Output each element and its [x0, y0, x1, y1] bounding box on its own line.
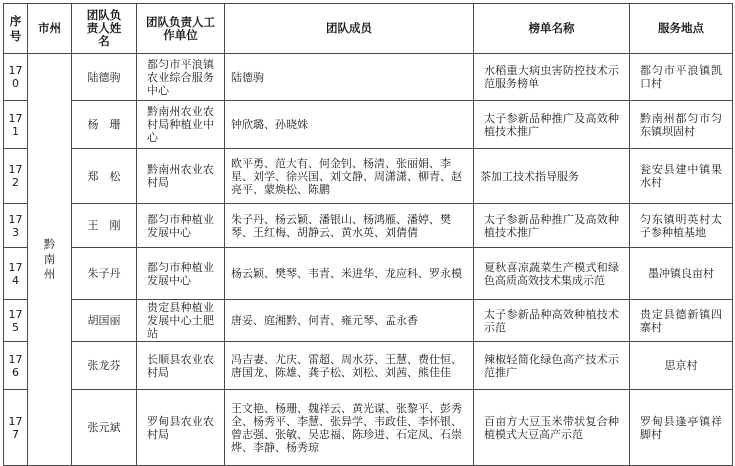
row-leader: 陆德驹 — [72, 54, 137, 101]
header-row — [4, 4, 733, 54]
header-location: 服务地点 — [630, 4, 733, 54]
row-index: 174 — [4, 248, 28, 300]
row-leader: 张龙芬 — [72, 342, 137, 390]
row-unit: 都匀市种植业发展中心 — [137, 204, 225, 248]
row-leader: 张元斌 — [72, 390, 137, 466]
row-location: 墨冲镇良亩村 — [630, 248, 733, 300]
table-row — [4, 248, 733, 300]
row-index: 177 — [4, 390, 28, 466]
row-leader: 胡国丽 — [72, 300, 137, 342]
row-leader: 杨 珊 — [72, 101, 137, 149]
row-index: 171 — [4, 101, 28, 149]
row-members: 欧平勇、范大有、何金钊、杨清、张丽娟、李星、刘学、徐兴国、刘文静、周潇潇、柳青、赵亮平、蒙焕松、陈鹏 — [225, 149, 474, 204]
header-city: 市州 — [28, 4, 72, 54]
table-row — [4, 300, 733, 342]
row-unit: 长顺县农业农村局 — [137, 342, 225, 390]
row-unit: 黔南州农业农村局种植业中心 — [137, 101, 225, 149]
row-location: 思京村 — [630, 342, 733, 390]
row-members: 朱子丹、杨云颖、潘银山、杨鸿雁、潘婷、樊琴、王红梅、胡静云、黄水英、刘倩倩 — [225, 204, 474, 248]
page-wrapper — [3, 3, 733, 466]
row-unit: 罗甸县农业农村局 — [137, 390, 225, 466]
team-table — [3, 3, 733, 466]
row-location: 黔南州都匀市匀东镇坝固村 — [630, 101, 733, 149]
row-list: 辣椒轻简化绿色高产技术示范推广 — [474, 342, 630, 390]
row-index: 172 — [4, 149, 28, 204]
table-row — [4, 342, 733, 390]
city-cell: 黔南州 — [28, 54, 72, 466]
row-leader: 郑 松 — [72, 149, 137, 204]
row-location: 瓮安县建中镇果水村 — [630, 149, 733, 204]
row-list: 茶加工技术指导服务 — [474, 149, 630, 204]
row-members: 唐妥、庭湘黔、何青、雍元琴、孟永香 — [225, 300, 474, 342]
table-row — [4, 204, 733, 248]
header-leader: 团队负责人姓名 — [72, 4, 137, 54]
row-location: 罗甸县逢亭镇祥脚村 — [630, 390, 733, 466]
row-unit: 都匀市平浪镇农业综合服务中心 — [137, 54, 225, 101]
row-members: 冯吉妻、尤庆、雷超、周水芬、王慧、费仕恒、唐国龙、陈雄、龚子松、刘松、刘茜、熊佳佳 — [225, 342, 474, 390]
row-location: 贵定县德新镇四寨村 — [630, 300, 733, 342]
row-index: 175 — [4, 300, 28, 342]
row-unit: 黔南州农业农村局 — [137, 149, 225, 204]
table-row — [4, 54, 733, 101]
header-unit: 团队负责人工作单位 — [137, 4, 225, 54]
row-unit: 都匀市种植业发展中心 — [137, 248, 225, 300]
table-row — [4, 149, 733, 204]
row-index: 170 — [4, 54, 28, 101]
row-list: 百亩方大豆玉米带状复合种植模式大豆高产示范 — [474, 390, 630, 466]
row-members: 陆德驹 — [225, 54, 474, 101]
row-members: 杨云颖、樊琴、韦青、米进华、龙应科、罗永模 — [225, 248, 474, 300]
header-index: 序号 — [4, 4, 28, 54]
row-location: 都匀市平浪镇凯口村 — [630, 54, 733, 101]
row-unit: 贵定县种植业发展中心土肥站 — [137, 300, 225, 342]
row-list: 太子参新品种推广及高效种植技术推广 — [474, 204, 630, 248]
table-row — [4, 101, 733, 149]
row-leader: 朱子丹 — [72, 248, 137, 300]
row-list: 太子参新品种推广及高效种植技术推广 — [474, 101, 630, 149]
row-members: 钟欣璐、孙晓姝 — [225, 101, 474, 149]
row-index: 176 — [4, 342, 28, 390]
row-members: 王文艳、杨珊、魏祥云、黄光谋、张黎平、彭秀全、杨秀平、李慧、张异学、韦政佳、李怀银、曾志强、张敏、吴忠福、陈珍进、石定凤、石崇烨、李静、杨秀琼 — [225, 390, 474, 466]
table-row — [4, 390, 733, 466]
row-location: 匀东镇明英村太子参种植基地 — [630, 204, 733, 248]
row-list: 夏秋喜凉蔬菜生产模式和绿色高质高效技术集成示范 — [474, 248, 630, 300]
row-index: 173 — [4, 204, 28, 248]
row-list: 水稻重大病虫害防控技术示范服务榜单 — [474, 54, 630, 101]
row-list: 太子参新品种高效种植技术示范 — [474, 300, 630, 342]
row-leader: 王 刚 — [72, 204, 137, 248]
header-list: 榜单名称 — [474, 4, 630, 54]
header-members: 团队成员 — [225, 4, 474, 54]
